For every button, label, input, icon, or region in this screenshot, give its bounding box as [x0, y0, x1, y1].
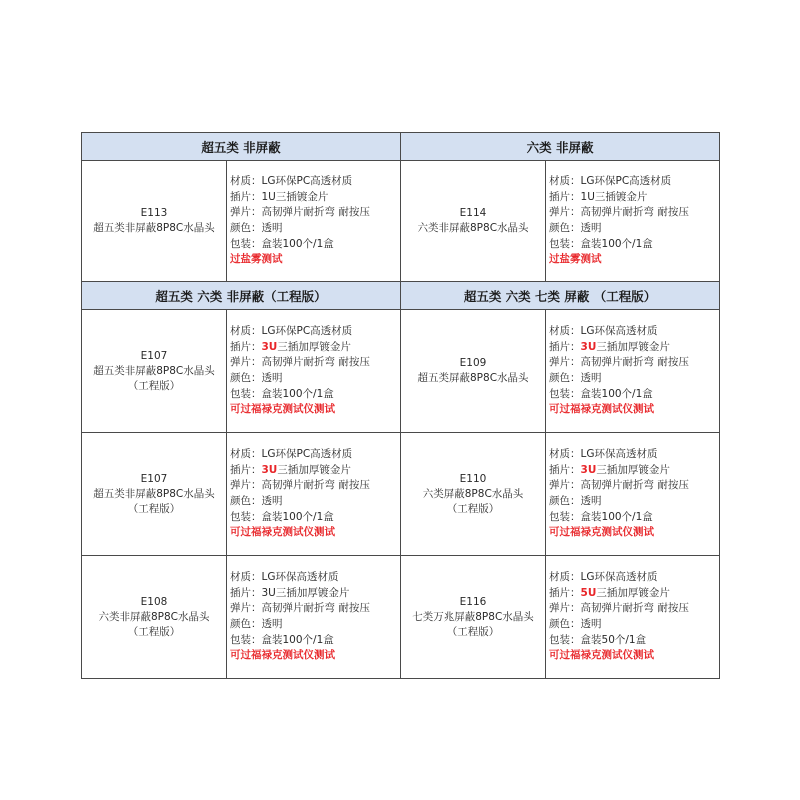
test-note: 可过福禄克测试仪测试 [230, 403, 335, 416]
product-cell [82, 433, 227, 556]
spec-line [230, 617, 400, 633]
spec-value: LG环保高透材质 [580, 448, 658, 461]
spec-cell [546, 310, 720, 433]
test-note: 过盐雾测试 [549, 253, 602, 266]
spec-line [230, 340, 400, 356]
spec-key: 插片： [230, 190, 262, 203]
spec-key: 弹片： [549, 479, 581, 492]
test-note: 可过福禄克测试仪测试 [549, 403, 655, 416]
product-row [82, 433, 720, 556]
spec-highlight: 3U [580, 340, 597, 353]
spec-value: 3U三插加厚镀金片 [261, 586, 350, 599]
section-header: 超五类 六类 非屏蔽（工程版） [82, 282, 401, 310]
spec-value: LG环保高透材质 [580, 571, 658, 584]
spec-line [549, 174, 719, 190]
spec-highlight: 3U [580, 463, 597, 476]
product-row [82, 556, 720, 679]
spec-line [549, 237, 719, 253]
spec-cell [227, 310, 401, 433]
spec-line [230, 494, 400, 510]
spec-line [230, 190, 400, 206]
spec-key: 插片： [549, 190, 581, 203]
spec-value: 高韧弹片耐折弯 耐按压 [580, 602, 689, 615]
spec-key: 包装： [549, 237, 581, 250]
spec-line [549, 340, 719, 356]
product-code: E116 [459, 595, 487, 608]
spec-value: 盒装50个/1盒 [580, 633, 647, 646]
spec-key: 插片： [549, 463, 581, 476]
product-description: 六类屏蔽8P8C水晶头 [422, 487, 524, 500]
spec-line [549, 633, 719, 649]
spec-line [230, 324, 400, 340]
spec-line [549, 601, 719, 617]
spec-key: 包装： [230, 387, 262, 400]
spec-line [230, 221, 400, 237]
spec-value: 高韧弹片耐折弯 耐按压 [261, 602, 370, 615]
test-note: 可过福禄克测试仪测试 [230, 649, 335, 662]
spec-line [549, 221, 719, 237]
spec-cell [546, 556, 720, 679]
spec-key: 包装： [230, 510, 262, 523]
spec-line [549, 355, 719, 371]
spec-key: 插片： [549, 340, 581, 353]
spec-cell [227, 433, 401, 556]
product-code: E113 [140, 207, 168, 219]
spec-value: 透明 [580, 222, 602, 234]
spec-cell [227, 161, 401, 282]
spec-key: 材质： [549, 448, 581, 461]
spec-key: 颜色： [549, 618, 581, 630]
product-description: （工程版） [127, 379, 181, 392]
spec-value: 高韧弹片耐折弯 耐按压 [261, 356, 370, 369]
spec-highlight: 3U [261, 340, 278, 353]
spec-key: 插片： [549, 586, 581, 599]
product-cell [401, 161, 546, 282]
spec-line [230, 237, 400, 253]
product-code: E108 [140, 595, 168, 608]
product-description: 六类非屏蔽8P8C水晶头 [98, 610, 210, 623]
spec-key: 颜色： [230, 372, 262, 384]
spec-line [549, 371, 719, 387]
product-description: （工程版） [446, 502, 500, 515]
spec-value: 三插加厚镀金片 [596, 340, 670, 353]
spec-line [549, 494, 719, 510]
spec-line [549, 570, 719, 586]
spec-key: 颜色： [549, 495, 581, 507]
spec-key: 弹片： [230, 206, 262, 219]
spec-value: 高韧弹片耐折弯 耐按压 [261, 479, 370, 492]
spec-key: 弹片： [230, 356, 262, 369]
product-description: （工程版） [446, 625, 500, 638]
spec-value: LG环保PC高透材质 [261, 175, 353, 188]
spec-key: 颜色： [230, 495, 262, 507]
spec-line [230, 371, 400, 387]
product-spec-table [81, 132, 720, 679]
product-description: （工程版） [127, 625, 181, 638]
spec-value: 1U三插镀金片 [580, 190, 648, 203]
spec-key: 弹片： [549, 206, 581, 219]
spec-line [230, 510, 400, 526]
spec-key: 包装： [549, 387, 581, 400]
product-cell [82, 161, 227, 282]
spec-value: 透明 [580, 372, 602, 384]
product-description: 超五类非屏蔽8P8C水晶头 [93, 487, 215, 500]
spec-value: 透明 [580, 495, 602, 507]
spec-line [230, 478, 400, 494]
spec-key: 包装： [230, 633, 262, 646]
spec-value: 高韧弹片耐折弯 耐按压 [580, 206, 689, 219]
spec-line [230, 570, 400, 586]
spec-key: 材质： [230, 175, 262, 188]
spec-key: 材质： [230, 448, 262, 461]
spec-value: 透明 [261, 372, 283, 384]
table-body [82, 133, 720, 679]
spec-key: 插片： [230, 340, 262, 353]
spec-line [230, 447, 400, 463]
spec-key: 插片： [230, 586, 262, 599]
spec-value: 盒装100个/1盒 [261, 387, 334, 400]
spec-line [230, 601, 400, 617]
spec-value: 三插加厚镀金片 [277, 340, 351, 353]
spec-key: 材质： [549, 571, 581, 584]
spec-line [549, 586, 719, 602]
spec-line [230, 174, 400, 190]
spec-cell [546, 433, 720, 556]
test-note: 可过福禄克测试仪测试 [549, 649, 655, 662]
spec-key: 插片： [230, 463, 262, 476]
product-cell [82, 556, 227, 679]
spec-key: 材质： [549, 175, 581, 188]
spec-line [549, 324, 719, 340]
spec-highlight: 3U [261, 463, 278, 476]
product-cell [401, 310, 546, 433]
spec-value: 盒装100个/1盒 [261, 633, 334, 646]
spec-key: 颜色： [549, 372, 581, 384]
spec-value: LG环保高透材质 [580, 325, 658, 338]
spec-value: 盒装100个/1盒 [580, 387, 653, 400]
spec-value: 1U三插镀金片 [261, 190, 329, 203]
product-row [82, 310, 720, 433]
product-code: E107 [140, 472, 168, 485]
spec-value: LG环保PC高透材质 [261, 325, 353, 338]
product-code: E114 [459, 207, 487, 219]
spec-value: 透明 [261, 618, 283, 630]
spec-value: 三插加厚镀金片 [596, 586, 670, 599]
product-description: 七类万兆屏蔽8P8C水晶头 [412, 610, 534, 623]
spec-line [230, 387, 400, 403]
spec-highlight: 5U [580, 586, 597, 599]
spec-line [549, 205, 719, 221]
test-note: 过盐雾测试 [230, 253, 283, 266]
spec-line [549, 387, 719, 403]
spec-key: 弹片： [230, 602, 262, 615]
spec-value: 透明 [261, 222, 283, 234]
spec-value: 透明 [580, 618, 602, 630]
spec-key: 包装： [230, 237, 262, 250]
spec-value: 高韧弹片耐折弯 耐按压 [580, 356, 689, 369]
spec-line [549, 190, 719, 206]
section-header: 超五类 六类 七类 屏蔽 （工程版） [401, 282, 720, 310]
spec-cell [227, 556, 401, 679]
spec-value: 高韧弹片耐折弯 耐按压 [580, 479, 689, 492]
spec-value: LG环保PC高透材质 [580, 175, 672, 188]
spec-value: 三插加厚镀金片 [277, 463, 351, 476]
spec-line [549, 463, 719, 479]
product-description: 超五类屏蔽8P8C水晶头 [417, 372, 529, 384]
section-header: 六类 非屏蔽 [401, 133, 720, 161]
spec-line [230, 633, 400, 649]
spec-key: 材质： [230, 325, 262, 338]
spec-key: 颜色： [549, 222, 581, 234]
spec-key: 弹片： [230, 479, 262, 492]
spec-line [549, 447, 719, 463]
product-code: E110 [459, 472, 487, 485]
spec-value: 三插加厚镀金片 [596, 463, 670, 476]
spec-line [549, 617, 719, 633]
spec-value: 透明 [261, 495, 283, 507]
spec-value: 盒装100个/1盒 [580, 237, 653, 250]
product-code: E109 [459, 357, 487, 369]
spec-value: 盒装100个/1盒 [261, 510, 334, 523]
spec-line [549, 510, 719, 526]
spec-key: 颜色： [230, 222, 262, 234]
product-cell [401, 433, 546, 556]
spec-value: LG环保高透材质 [261, 571, 339, 584]
spec-key: 弹片： [549, 356, 581, 369]
product-code: E107 [140, 349, 168, 362]
section-header: 超五类 非屏蔽 [82, 133, 401, 161]
spec-line [549, 478, 719, 494]
spec-line [230, 205, 400, 221]
spec-key: 材质： [549, 325, 581, 338]
product-description: 超五类非屏蔽8P8C水晶头 [93, 364, 215, 377]
spec-value: 盒装100个/1盒 [261, 237, 334, 250]
product-description: 六类非屏蔽8P8C水晶头 [417, 222, 529, 234]
spec-line [230, 586, 400, 602]
test-note: 可过福禄克测试仪测试 [230, 526, 335, 539]
spec-cell [546, 161, 720, 282]
spec-value: 高韧弹片耐折弯 耐按压 [261, 206, 370, 219]
spec-key: 弹片： [549, 602, 581, 615]
product-description: 超五类非屏蔽8P8C水晶头 [93, 222, 215, 234]
spec-line [230, 463, 400, 479]
section-header-row [82, 282, 720, 310]
spec-key: 颜色： [230, 618, 262, 630]
spec-key: 包装： [549, 510, 581, 523]
spec-key: 材质： [230, 571, 262, 584]
spec-value: 盒装100个/1盒 [580, 510, 653, 523]
product-cell [401, 556, 546, 679]
spec-key: 包装： [549, 633, 581, 646]
product-description: （工程版） [127, 502, 181, 515]
spec-line [230, 355, 400, 371]
product-cell [82, 310, 227, 433]
test-note: 可过福禄克测试仪测试 [549, 526, 655, 539]
product-row [82, 161, 720, 282]
section-header-row [82, 133, 720, 161]
spec-value: LG环保PC高透材质 [261, 448, 353, 461]
